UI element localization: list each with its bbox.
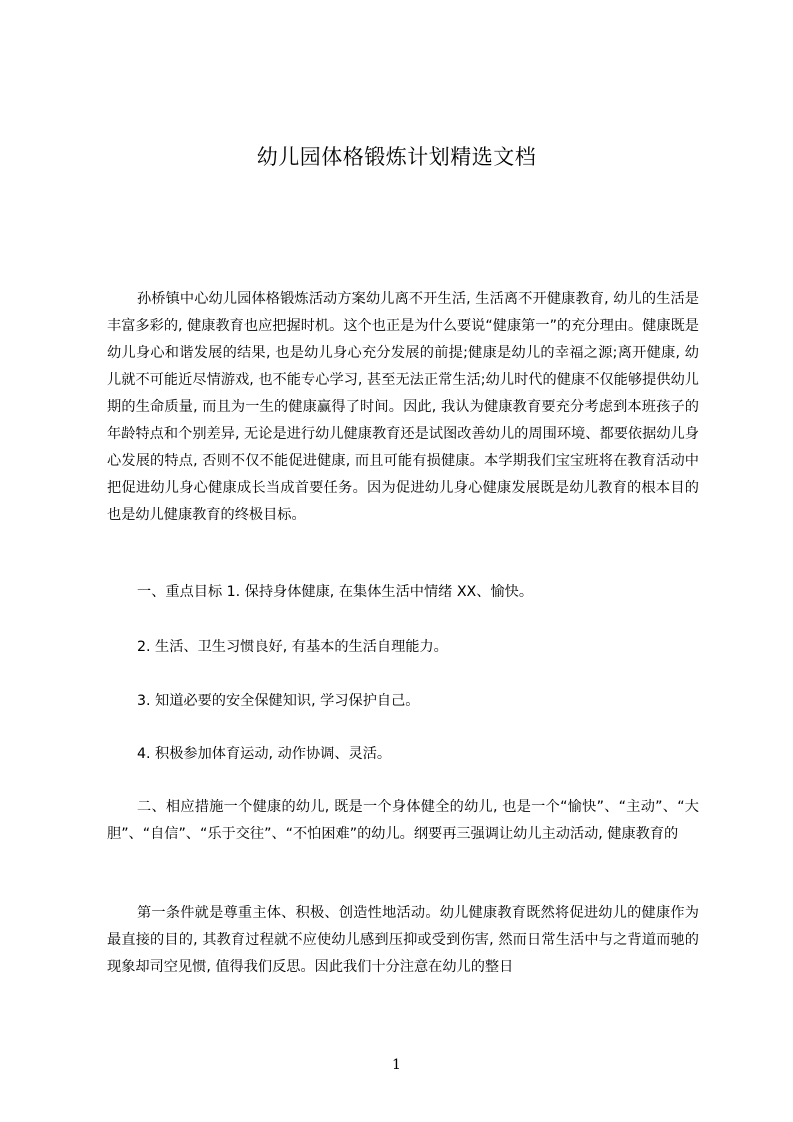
document-title: 幼儿园体格锻炼计划精选文档: [256, 145, 537, 169]
paragraph-intro: 孙桥镇中心幼儿园体格锻炼活动方案幼儿离不开生活, 生活离不开健康教育, 幼儿的生活是丰富多彩的, 健康教育也应把握时机。这个也正是为什么要说“健康第一”的充分理由。健康既是幼儿身心和谐发展的结果, 也是幼儿身心充分发展的前提;健康是幼儿的幸福之源;离开健康, 幼儿就不可能近尽情游戏, 也不能专心学习, 甚至无法正常生活;幼儿时代的健康不仅能够提供幼儿期的生命质量, 而且为一生的健康赢得了时间。因此, 我认为健康教育要充分考虑到本班孩子的年龄特点和个别差异, 无论是进行幼儿健康教育还是试图改善幼儿的周围环境、都要依据幼儿身心发展的特点, 否则不仅不能促进健康, 而且可能有损健康。本学期我们宝宝班将在教育活动中把促进幼儿身心健康成长当成首要任务。因为促进幼儿身心健康发展既是幼儿教育的根本目的也是幼儿健康教育的终极目标。: [107, 291, 699, 523]
paragraph-key-goals: 一、重点目标 1. 保持身体健康, 在集体生活中情绪 XX、愉快。: [137, 584, 534, 600]
paragraph-goal-4: 4. 积极参加体育运动, 动作协调、灵活。: [137, 746, 392, 762]
paragraph-goal-2: 2. 生活、卫生习惯良好, 有基本的生活自理能力。: [137, 639, 448, 655]
paragraph-goal-3: 3. 知道必要的安全保健知识, 学习保护自己。: [137, 693, 420, 709]
paragraph-first-condition: 第一条件就是尊重主体、积极、创造性地活动。幼儿健康教育既然将促进幼儿的健康作为最直接的目的, 其教育过程就不应使幼儿感到压抑或受到伤害, 然而日常生活中与之背道而驰的现象却司空见惯, 值得我们反思。因此我们十分注意在幼儿的整日: [107, 905, 699, 975]
page-number: 1: [392, 1057, 401, 1073]
paragraph-measures: 二、相应措施一个健康的幼儿, 既是一个身体健全的幼儿, 也是一个“愉快”、“主动”、“大胆”、“自信”、“乐于交往”、“不怕困难”的幼儿。纲要再三强调让幼儿主动活动, 健康教育的: [107, 799, 699, 842]
